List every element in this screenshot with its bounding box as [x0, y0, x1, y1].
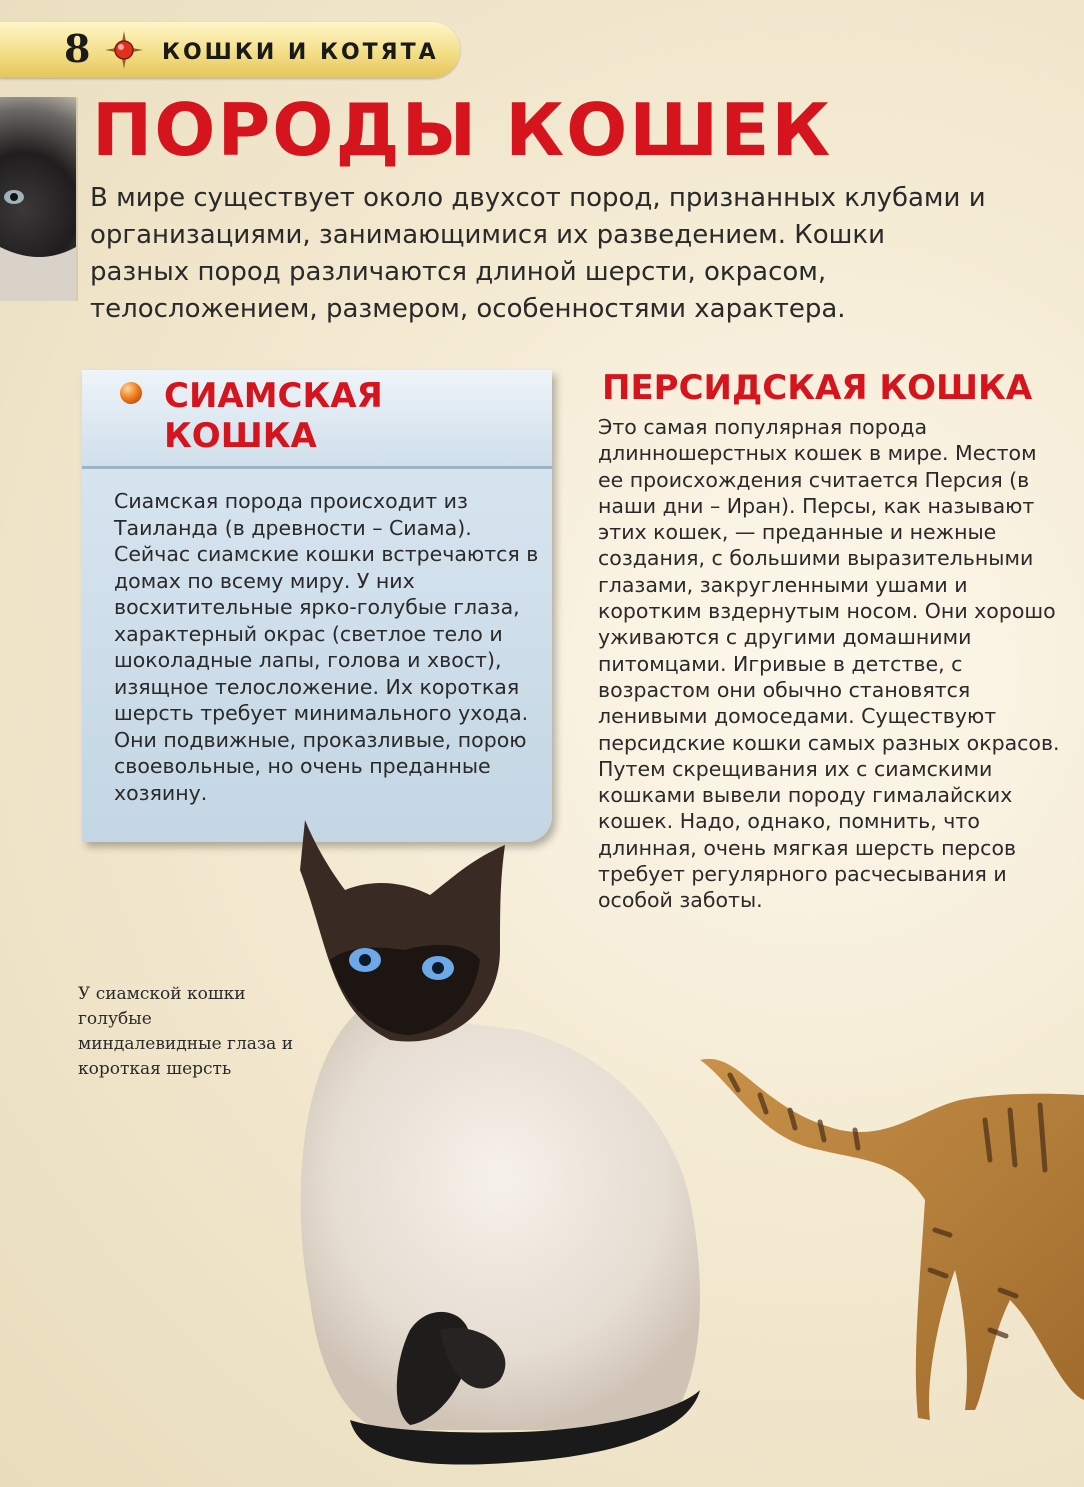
siamese-cat-image	[300, 820, 700, 1465]
page-title: ПОРОДЫ КОШЕК	[92, 88, 833, 172]
intro-paragraph: В мире существует около двухсот пород, признанных клубами и организациями, занимающимися их разведением. Кошки разных пород различаются длиной шерсти, окрасом, телосложением, размером, особенностями характера.	[90, 183, 986, 324]
persian-text: Это самая популярная порода длинношерстных кошек в мире. Местом ее происхождения считается Персия (в наши дни – Иран). Персы, как называют этих кошек, — преданные и нежные создания, с большими выразительными глазами, закругленными ушами и коротким вздернутым носом. Они хорошо уживаются с другими домашними питомцами. Игривые в детстве, с возрастом они обычно становятся ленивыми домоседами. Существуют персидские кошки самых разных окрасов. Путем скрещивания их с сиамскими кошками вывели породу гималайских кошек. Надо, однако, помнить, что длинная, очень мягкая шерсть персов требует регулярного расчесывания и особой заботы.	[598, 415, 1060, 913]
siamese-title: СИАМСКАЯ КОШКА	[164, 376, 383, 456]
siamese-text: Сиамская порода происходит из Таиланда (в древности – Сиама). Сейчас сиамские кошки встречаются в домах по всему миру. У них восхитительные ярко-голубые глаза, характерный окрас (светлое тело и шоколадные лапы, голова и хвост), изящное телосложение. Их короткая шерсть требует минимального ухода. Они подвижные, проказливые, порою своевольные, но очень преданные хозяину.	[114, 489, 539, 805]
siamese-caption: У сиамской кошки голубые миндалевидные глаза и короткая шерсть	[78, 984, 294, 1079]
persian-title: ПЕРСИДСКАЯ КОШКА	[602, 368, 1033, 408]
section-label: КОШКИ И КОТЯТА	[162, 40, 439, 65]
tabby-cat-image	[700, 1059, 1084, 1420]
page-number: 8	[64, 26, 91, 71]
